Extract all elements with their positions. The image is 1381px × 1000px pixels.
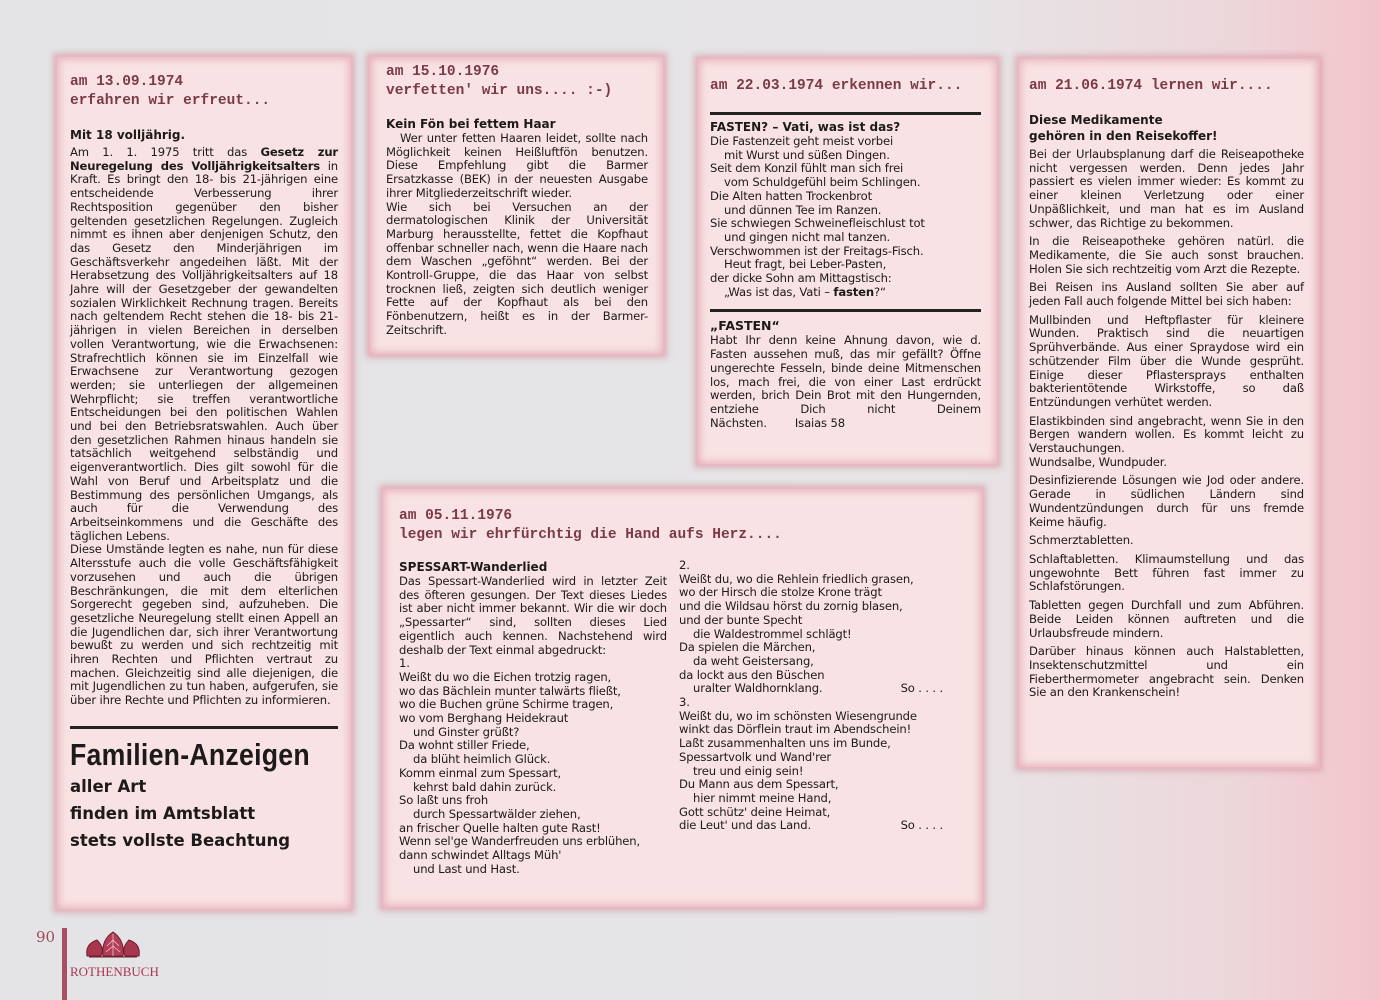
article-body — [1029, 148, 1304, 700]
poem-line — [399, 781, 667, 795]
poem-line-text: wo die Buchen grüne Schirme tragen, — [399, 697, 614, 712]
poem-line-text: 3. — [679, 695, 690, 710]
page-number: 90 — [36, 928, 56, 946]
clipping-card-21-06-1974 — [1017, 57, 1320, 769]
song-verse-1 — [399, 657, 667, 876]
poem-line-text: dann schwindet Alltags Müh' — [399, 848, 562, 863]
poem-line-text: Verschwommen ist der Freitags-Fisch. — [710, 243, 924, 258]
article-paragraph: Elastikbinden sind angebracht, wenn Sie in den Bergen wandern wollen. Es kommt leicht zu Verstauchungen. — [1029, 413, 1304, 456]
text-run: Am 1. 1. 1975 tritt das — [70, 145, 261, 159]
article-paragraph: Mullbinden und Heftpflaster für kleinere Wunden. Praktisch sind die neuartigen Sprühverbände. Aus einer Spraydose wird ein schützender Film über die Wunde gesprüht. Einige dieser Pflastersprays enthalten bakterientötende Wirkstoffe, so daß Entzündungen verhütet werden. — [1029, 312, 1304, 409]
poem-line — [399, 685, 667, 699]
clipping-date-header: am 13.09.1974 — [70, 74, 184, 90]
poem-line-text: vom Schuldgefühl beim Schlingen. — [724, 175, 921, 190]
poem-line-text: So laßt uns froh — [399, 793, 489, 808]
accent-bar — [62, 928, 67, 1000]
article-paragraph: Wundsalbe, Wundpuder. — [1029, 454, 1167, 469]
poem-line-text: Spessartvolk und Wand'rer — [679, 749, 832, 764]
article-body — [710, 334, 981, 430]
poem-line — [399, 698, 667, 712]
clipping-card-13-09-1974 — [55, 55, 353, 911]
article-title-line: Diese Medikamente — [1029, 113, 1163, 127]
poem-line-text: Gott schütz' deine Heimat, — [679, 804, 831, 819]
poem-line — [679, 806, 959, 820]
article-paragraph — [70, 146, 338, 543]
poem-line — [710, 286, 981, 300]
poem-line — [679, 614, 959, 628]
poem-line-text: Die Fastenzeit geht meist vorbei — [710, 134, 894, 148]
poem-line-text: Du Mann aus dem Spessart, — [679, 777, 839, 792]
poem-line — [679, 751, 959, 765]
poem-line-text: der dicke Sohn am Mittagstisch: — [710, 271, 892, 286]
divider — [70, 726, 338, 729]
logo-text: ROTHENBUCH — [70, 964, 159, 979]
poem-line-text: die Waldestrommel schlägt! — [693, 626, 852, 641]
article-title: Mit 18 volljährig. — [70, 128, 186, 142]
poem-line — [710, 272, 981, 286]
clipping-card-22-03-1974 — [696, 57, 999, 466]
article-paragraph: In die Reiseapotheke gehören natürl. die Medikamente, die Sie auch sonst brauchen. Holen Sie sich rechtzeitig vom Arzt die Rezepte. — [1029, 234, 1304, 276]
poem-line-text: hier nimmt meine Hand, — [693, 790, 832, 805]
poem-line — [710, 162, 981, 176]
poem-line-text: 2. — [679, 558, 690, 572]
poem-line-text: und die Wildsau hörst du zornig blasen, — [679, 599, 903, 614]
poem-line-text: und gingen nicht mal tanzen. — [724, 229, 891, 244]
poem-line — [399, 739, 667, 753]
poem-line-text: an frischer Quelle halten gute Rast! — [399, 820, 601, 835]
poem-line — [679, 669, 959, 683]
poem-line — [679, 737, 959, 751]
clipping-card-15-10-1976 — [368, 55, 665, 356]
clipping-date-header: am 21.06.1974 lernen wir.... — [1029, 78, 1273, 94]
poem-line — [679, 819, 959, 833]
poem-line — [710, 176, 981, 190]
poem-line — [679, 765, 959, 779]
article-title: „FASTEN“ — [710, 318, 780, 334]
article-paragraph: Desinfizierende Lösungen wie Jod oder andere. Gerade in südlichen Ländern sind Wundentzündungen durch für uns fremde Keime häufig. — [1029, 473, 1304, 529]
poem-line — [399, 822, 667, 836]
poem-line — [399, 863, 667, 877]
article-paragraph: Schlaftabletten. Klimaumstellung und das ungewohnte Bett führen fast immer zu Schlafstörungen. — [1029, 551, 1304, 594]
song-intro: Das Spessart-Wanderlied wird in letzter Zeit des öfteren gesungen. Der Text dieses Liedes ist aber nicht immer bekannt. Wir die wir doch „Spessarter“ sind, sollten dieses Lied eigentlich auch kennen. Nachstehend wird deshalb der Text einmal abgedruckt: — [399, 574, 667, 657]
poem-line-text: Wenn sel'ge Wanderfreuden uns erblühen, — [399, 834, 641, 849]
bold-text-run: fasten — [833, 284, 874, 299]
poem-line-text: da weht Geistersang, — [693, 653, 814, 668]
poem-line-text: wo der Hirsch die stolze Krone trägt — [679, 585, 882, 600]
text-run: Habt Ihr denn keine Ahnung davon, wie d. Fasten aussehen muß, das mir gefällt? Öffne ungerechte Fesseln, binde deine Mitmenschen los, mach frei, die von einer Last erdrückt werden, brich Dein Brot mit den Hungernden, entziehe Dich nicht Deinem Nächsten. — [710, 333, 981, 430]
poem-line — [710, 217, 981, 231]
poem-line — [679, 723, 959, 737]
song-verses-2-3 — [679, 559, 959, 833]
poem-line — [399, 657, 667, 671]
article-body — [386, 132, 648, 338]
rothenbuch-logo — [70, 930, 159, 980]
poem-line-text: Da spielen die Märchen, — [679, 640, 816, 655]
article-paragraph: Wie sich bei Versuchen an der dermatologischen Klinik der Universität Marburg herausstellte, fettet die Kopfhaut offenbar schneller nach, wenn die Haare nach dem Waschen „geföhnt“ werden. Bei der Kontroll-Gruppe, die das Haar von selbst trocknen ließ, zeigten sich deutlich weniger Fette auf der Kopfhaut als bei den Fönbenutzern, heißt es in der Barmer-Zeitschrift. — [386, 199, 648, 337]
poem-line-text: uralter Waldhornklang. — [693, 681, 823, 696]
text-run: „Was ist das, Vati – — [724, 284, 834, 299]
article-body — [70, 146, 338, 708]
poem-line — [399, 849, 667, 863]
article-paragraph: Bei Reisen ins Ausland sollten Sie aber auf jeden Fall auch folgende Mittel bei sich haben: — [1029, 280, 1304, 309]
refrain-marker: So . . . . — [900, 818, 943, 833]
poem-line — [679, 682, 959, 696]
poem-line-text: winkt das Dörflein traut im Abendschein! — [679, 722, 912, 737]
poem-line — [679, 641, 959, 655]
poem-line — [679, 696, 959, 710]
poem-line — [710, 204, 981, 218]
article-title: Kein Fön bei fettem Haar — [386, 117, 556, 131]
article-paragraph: Tabletten gegen Durchfall und zum Abführen. Beide Leiden können auftreten und die Urlaubsfreude mindern. — [1029, 598, 1304, 640]
poem-line — [679, 710, 959, 724]
clipping-date-header: am 05.11.1976 — [399, 508, 513, 524]
song-column-right — [679, 559, 959, 876]
poem — [710, 135, 981, 286]
poem-line — [679, 778, 959, 792]
poem-line — [679, 573, 959, 587]
poem-line — [710, 190, 981, 204]
poem-line — [710, 149, 981, 163]
poem-line-text: da blüht heimlich Glück. — [413, 752, 551, 767]
bold-text-run: Gesetz zur Neuregelung des Volljährigkeitsalters — [70, 145, 338, 173]
poem-line-text: und Last und Hast. — [413, 861, 520, 876]
poem-line — [399, 712, 667, 726]
article-paragraph: Diese Umstände legten es nahe, nun für diese Altersstufe auch die volle Geschäftsfähigkeit vorzusehen und auch die übrigen Beschränkungen, die mit dem elterlichen Sorgerecht gegeben sind, aufzuheben. Die gesetzliche Neuregelung stellt einen Appell an die Jugendlichen dar, sich ihrer Verantwortung bewußt zu werden und sich rechtzeitig mit ihren Rechten und Pflichten vertraut zu machen. Gleichzeitig sind alle diejenigen, die mit Jugendlichen zu tun haben, aufgerufen, sie über ihre Rechte und Pflichten zu informieren. — [70, 542, 338, 708]
poem-line — [679, 586, 959, 600]
poem-title: FASTEN? – Vati, was ist das? — [710, 120, 901, 134]
poem-line — [399, 726, 667, 740]
ad-line: stets vollste Beachtung — [70, 830, 291, 850]
poem-line-text: Weißt du, wo die Rehlein friedlich grasen, — [679, 571, 914, 586]
poem-line-text: und Ginster grüßt? — [413, 724, 520, 739]
poem-line-text: die Leut' und das Land. — [679, 818, 811, 833]
poem-line — [679, 792, 959, 806]
divider — [710, 112, 981, 115]
song-title: SPESSART-Wanderlied — [399, 560, 548, 574]
clipping-date-header: am 15.10.1976 — [386, 64, 500, 80]
poem-line-text: und dünnen Tee im Ranzen. — [724, 202, 882, 217]
ad-line: finden im Amtsblatt — [70, 803, 256, 823]
poem-line-text: 1. — [399, 656, 410, 671]
poem-line — [399, 767, 667, 781]
ad-line: aller Art — [70, 776, 147, 796]
poem-line-text: kehrst bald dahin zurück. — [413, 779, 557, 794]
refrain-marker: So . . . . — [900, 681, 943, 696]
clipping-caption: erfahren wir erfreut... — [70, 93, 271, 109]
text-run: in Kraft. Es bringt den 18- bis 21-jährigen eine entscheidende Verbesserung ihrer Rechtsposition gegenüber den bisher geltenden gesetzlichen Regelungen. Zugleich nimmt es ihnen aber denjenigen Schutz, den das Gesetz den Minderjährigen im Geschäftsverkehr angedeihen läßt. Mit der Herabsetzung des Volljährigkeitsalters auf 18 Jahre will der Gesetzgeber der gewandelten sozialen Wirklichkeit Rechnung tragen. Bereits nach geltendem Recht stehen die 18- bis 21-jährigen in vielen Bereichen in derselben vollen Verantwortung, wie die Erwachsenen: Strafrechtlich können sie im Einzelfall wie Erwachsene zur Verantwortung gezogen werden; sie unterliegen der allgemeinen Wehrpflicht; sie treffen verantwortliche Entscheidungen bei den politischen Wahlen und bei den Betriebsratswahlen. Auch über den gesetzlichen Rahmen hinaus handeln sie tatsächlich weitgehend selbständig und eigenverantwortlich. Dies gilt sowohl für die Wahl von Beruf und Arbeitsplatz und die Bestimmung des persönlichen Umgangs, als auch für die Verwendung des Arbeitseinkommens und die Geschäfte des täglichen Lebens. — [70, 158, 338, 543]
poem-line — [679, 628, 959, 642]
poem-line — [399, 753, 667, 767]
ad-title: Familien-Anzeigen — [70, 736, 310, 772]
poem-line-text: Weißt du, wo im schönsten Wiesengrunde — [679, 708, 917, 723]
poem-line-text: Sie schwiegen Schweinefleischlust tot — [710, 216, 925, 231]
divider — [710, 309, 981, 312]
poem-line-text: Da wohnt stiller Friede, — [399, 738, 530, 753]
poem-line-text: Die Alten hatten Trockenbrot — [710, 188, 872, 203]
poem-line — [679, 655, 959, 669]
article-paragraph: Wer unter fetten Haaren leidet, sollte nach Möglichkeit keinen Heißluftfön benutzen. Diese Empfehlung gibt die Barmer Ersatzkasse (BEK) in der neuesten Ausgabe ihrer Mitgliederzeitschrift wieder. — [386, 131, 648, 200]
poem-line-text: da lockt aus den Büschen — [679, 667, 825, 682]
poem-line — [679, 600, 959, 614]
clipping-card-05-11-1976 — [381, 487, 984, 909]
poem-line-text: Weißt du wo die Eichen trotzig ragen, — [399, 669, 612, 684]
poem-line-text: treu und einig sein! — [693, 763, 804, 778]
poem-line — [710, 245, 981, 259]
leaves-icon — [83, 930, 143, 960]
poem-line — [399, 808, 667, 822]
poem-line-text: und der bunte Specht — [679, 612, 803, 627]
clipping-caption: legen wir ehrfürchtig die Hand aufs Herz.... — [399, 527, 782, 543]
poem-line — [710, 231, 981, 245]
song-column-left — [399, 559, 667, 876]
poem-line-text: Heut fragt, bei Leber-Pasten, — [724, 257, 887, 272]
poem-line — [710, 135, 981, 149]
poem-line — [399, 794, 667, 808]
poem-line — [679, 559, 959, 573]
article-paragraph: Darüber hinaus können auch Halstabletten, Insektenschutzmittel und ein Fieberthermometer angebracht sein. Denken Sie an den Krankenschein! — [1029, 644, 1304, 700]
poem-line-text: mit Wurst und süßen Dingen. — [724, 147, 890, 162]
poem-line-text: Komm einmal zum Spessart, — [399, 765, 562, 780]
text-run: ?“ — [873, 284, 886, 299]
poem-line-text: wo vom Berghang Heidekraut — [399, 711, 569, 726]
article-title — [1029, 112, 1304, 144]
poem-line-text: durch Spessartwälder ziehen, — [413, 806, 581, 821]
article-title-line: gehören in den Reisekoffer! — [1029, 129, 1218, 143]
clipping-caption: verfetten' wir uns.... :-) — [386, 83, 613, 99]
article-paragraph: Bei der Urlaubsplanung darf die Reiseapotheke nicht vergessen werden. Denn jedes Jahr passiert es vielen immer wieder: Es kommt zu einer kleinen Verletzung oder einer Unpäßlichkeit, und man hat es im Ausland schwer, das Richtige zu bekommen. — [1029, 147, 1304, 230]
poem-line-text: Seit dem Konzil fühlt man sich frei — [710, 161, 904, 176]
poem-line-text: Laßt zusammenhalten uns im Bunde, — [679, 736, 891, 751]
source-citation: Isaias 58 — [794, 415, 845, 430]
song-columns — [399, 559, 966, 876]
poem-line-text: wo das Bächlein munter talwärts fließt, — [399, 683, 621, 698]
clipping-date-header: am 22.03.1974 erkennen wir... — [710, 78, 963, 94]
article-paragraph — [710, 334, 981, 430]
poem-line — [399, 671, 667, 685]
poem-line — [399, 835, 667, 849]
poem-line — [710, 258, 981, 272]
article-paragraph: Schmerztabletten. — [1029, 533, 1134, 548]
